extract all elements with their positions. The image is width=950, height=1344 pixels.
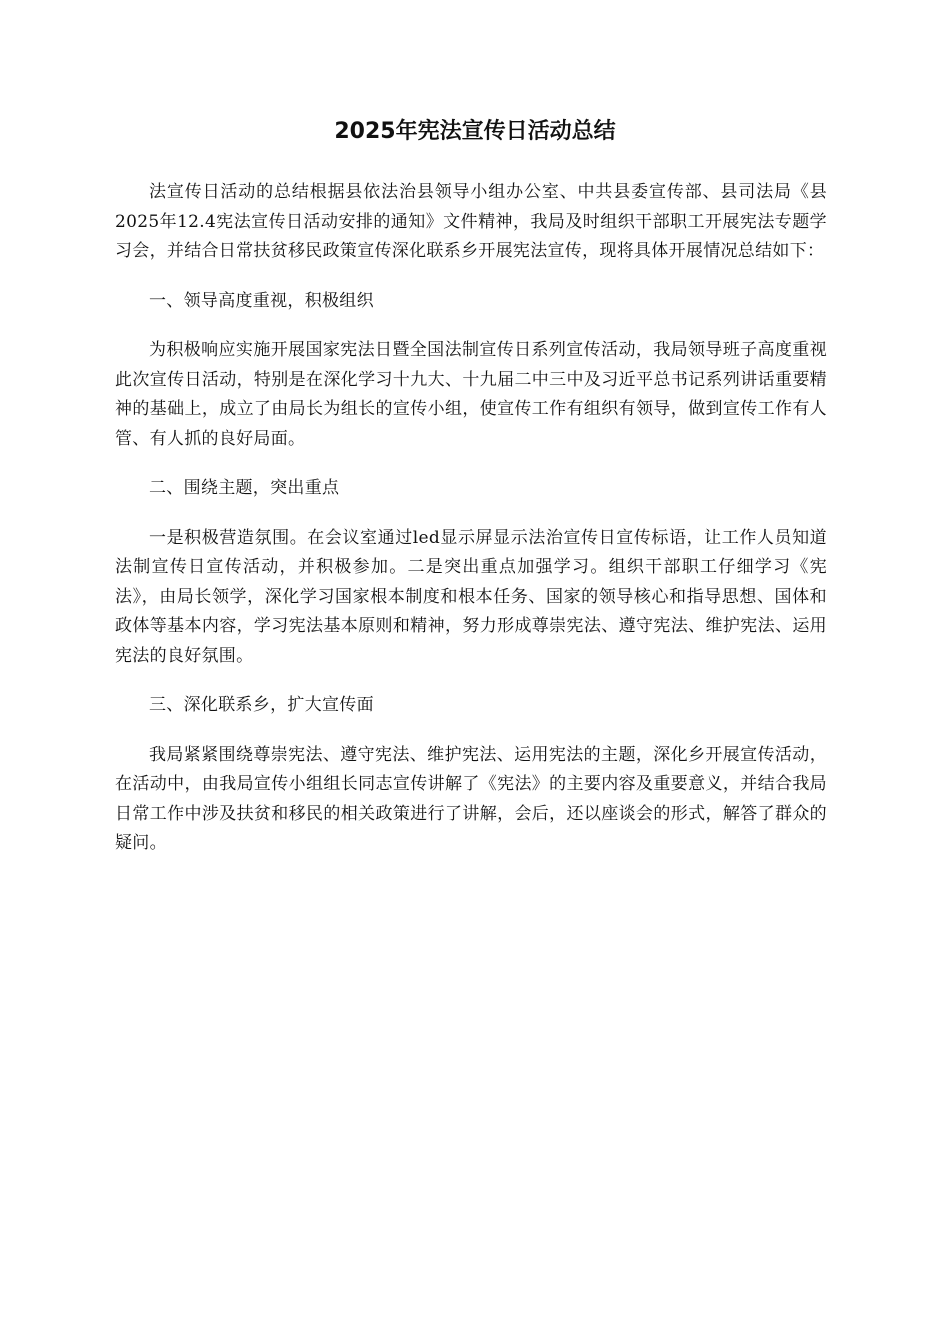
section-body-1: 为积极响应实施开展国家宪法日暨全国法制宣传日系列宣传活动，我局领导班子高度重视此次宣传日活动，特别是在深化学习十九大、十九届二中三中及习近平总书记系列讲话重要精神的基础上，成立了由局长为组长的宣传小组，使宣传工作有组织有领导，做到宣传工作有人管、有人抓的良好局面。 xyxy=(115,340,827,449)
section-body-2: 一是积极营造氛围。在会议室通过led显示屏显示法治宣传日宣传标语，让工作人员知道法制宣传日宣传活动，并积极参加。二是突出重点加强学习。组织干部职工仔细学习《宪法》，由局长领学，深化学习国家根本制度和根本任务、国家的领导核心和指导思想、国体和政体等基本内容，学习宪法基本原则和精神，努力形成尊崇宪法、遵守宪法、维护宪法、运用宪法的良好氛围。 xyxy=(115,527,827,666)
section-heading-3: 三、深化联系乡，扩大宣传面 xyxy=(149,695,374,715)
section-heading-1: 一、领导高度重视，积极组织 xyxy=(149,290,374,311)
document-body xyxy=(115,178,827,879)
section-heading-2: 二、围绕主题，突出重点 xyxy=(149,478,340,498)
intro-paragraph: 法宣传日活动的总结根据县依法治县领导小组办公室、中共县委宣传部、县司法局《县2025年12.4宪法宣传日活动安排的通知》文件精神，我局及时组织干部职工开展宪法专题学习会，并结合日常扶贫移民政策宣传深化联系乡开展宪法宣传，现将具体开展情况总结如下： xyxy=(115,182,827,261)
section-body-3: 我局紧紧围绕尊崇宪法、遵守宪法、维护宪法、运用宪法的主题，深化乡开展宣传活动，在活动中，由我局宣传小组组长同志宣传讲解了《宪法》的主要内容及重要意义，并结合我局日常工作中涉及扶贫和移民的相关政策进行了讲解，会后，还以座谈会的形式，解答了群众的疑问。 xyxy=(115,744,827,853)
document-title: 2025年宪法宣传日活动总结 xyxy=(334,119,616,144)
